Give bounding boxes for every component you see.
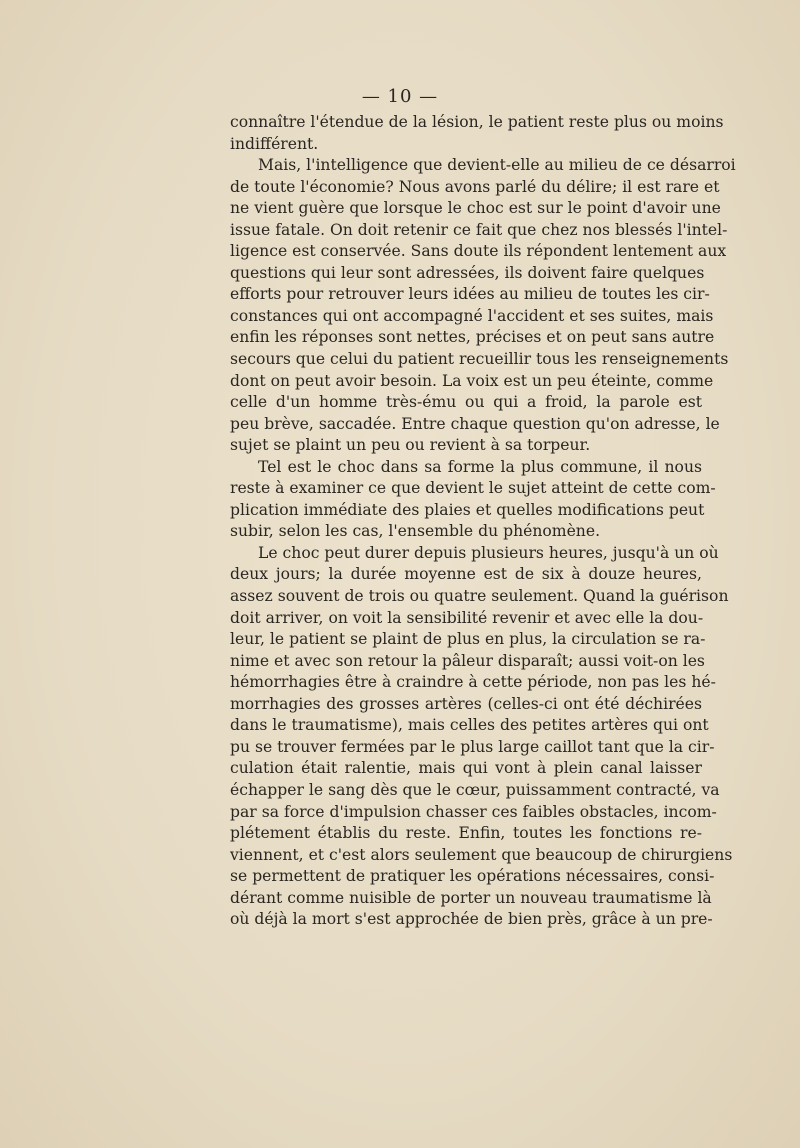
text-line: assez souvent de trois ou quatre seulement. Quand la guérison — [230, 587, 729, 606]
text-line: Mais, l'intelligence que devient-elle au milieu de ce désarroi — [258, 156, 736, 175]
text-line: celle d'un homme très-ému ou qui a froid, la parole est — [230, 393, 702, 412]
text-line: constances qui ont accompagné l'accident et ses suites, mais — [230, 306, 714, 325]
text-line: sujet se plaint un peu ou revient à sa torpeur. — [230, 436, 591, 455]
text-line: questions qui leur sont adressées, ils doivent faire quelques — [230, 263, 705, 282]
text-line: plétement établis du reste. Enfin, toutes les fonctions re- — [230, 824, 702, 843]
text-line: échapper le sang dès que le cœur, puissamment contracté, va — [230, 780, 720, 799]
text-line: se permettent de pratiquer les opérations nécessaires, consi- — [230, 867, 715, 886]
text-line: dont on peut avoir besoin. La voix est un peu éteinte, comme — [230, 371, 714, 390]
text-line: ne vient guère que lorsque le choc est sur le point d'avoir une — [230, 199, 721, 218]
text-line: deux jours; la durée moyenne est de six à douze heures, — [230, 565, 702, 584]
text-line: indifférent. — [230, 134, 319, 153]
text-line: Le choc peut durer depuis plusieurs heures, jusqu'à un où — [258, 543, 719, 562]
text-line: peu brève, saccadée. Entre chaque question qu'on adresse, le — [230, 414, 720, 433]
text-line: connaître l'étendue de la lésion, le patient reste plus ou moins — [230, 113, 724, 131]
text-line: issue fatale. On doit retenir ce fait que chez nos blessés l'intel- — [230, 220, 728, 239]
page-number: — 10 — — [361, 86, 439, 107]
text-line: reste à examiner ce que devient le sujet atteint de cette com- — [230, 479, 716, 498]
text-line: dérant comme nuisible de porter un nouveau traumatisme là — [230, 888, 712, 907]
text-line: ligence est conservée. Sans doute ils répondent lentement aux — [230, 242, 727, 261]
body-text — [230, 112, 736, 931]
text-line: où déjà la mort s'est approchée de bien près, grâce à un pre- — [230, 910, 713, 929]
text-line: dans le traumatisme), mais celles des petites artères qui ont — [230, 716, 709, 735]
text-line: de toute l'économie? Nous avons parlé du délire; il est rare et — [230, 177, 720, 196]
text-line: enfin les réponses sont nettes, précises et on peut sans autre — [230, 328, 715, 347]
text-line: par sa force d'impulsion chasser ces faibles obstacles, incom- — [230, 802, 717, 821]
text-line: subir, selon les cas, l'ensemble du phénomène. — [230, 522, 601, 541]
text-line: nime et avec son retour la pâleur disparaît; aussi voit-on les — [230, 651, 705, 670]
text-line: pu se trouver fermées par le plus large caillot tant que la cir- — [230, 737, 715, 756]
text-line: viennent, et c'est alors seulement que beaucoup de chirurgiens — [230, 845, 733, 864]
text-line: doit arriver, on voit la sensibilité revenir et avec elle la dou- — [230, 608, 704, 627]
text-line: Tel est le choc dans sa forme la plus commune, il nous — [258, 457, 702, 476]
text-line: leur, le patient se plaint de plus en plus, la circulation se ra- — [230, 630, 706, 649]
text-line: hémorrhagies être à craindre à cette période, non pas les hé- — [230, 673, 716, 692]
text-line: secours que celui du patient recueillir tous les renseignements — [230, 350, 729, 369]
text-line: plication immédiate des plaies et quelles modifications peut — [230, 500, 705, 519]
text-line: culation était ralentie, mais qui vont à plein canal laisser — [230, 759, 702, 778]
text-line: morrhagies des grosses artères (celles-ci ont été déchirées — [230, 694, 702, 713]
text-line: efforts pour retrouver leurs idées au milieu de toutes les cir- — [230, 285, 710, 304]
